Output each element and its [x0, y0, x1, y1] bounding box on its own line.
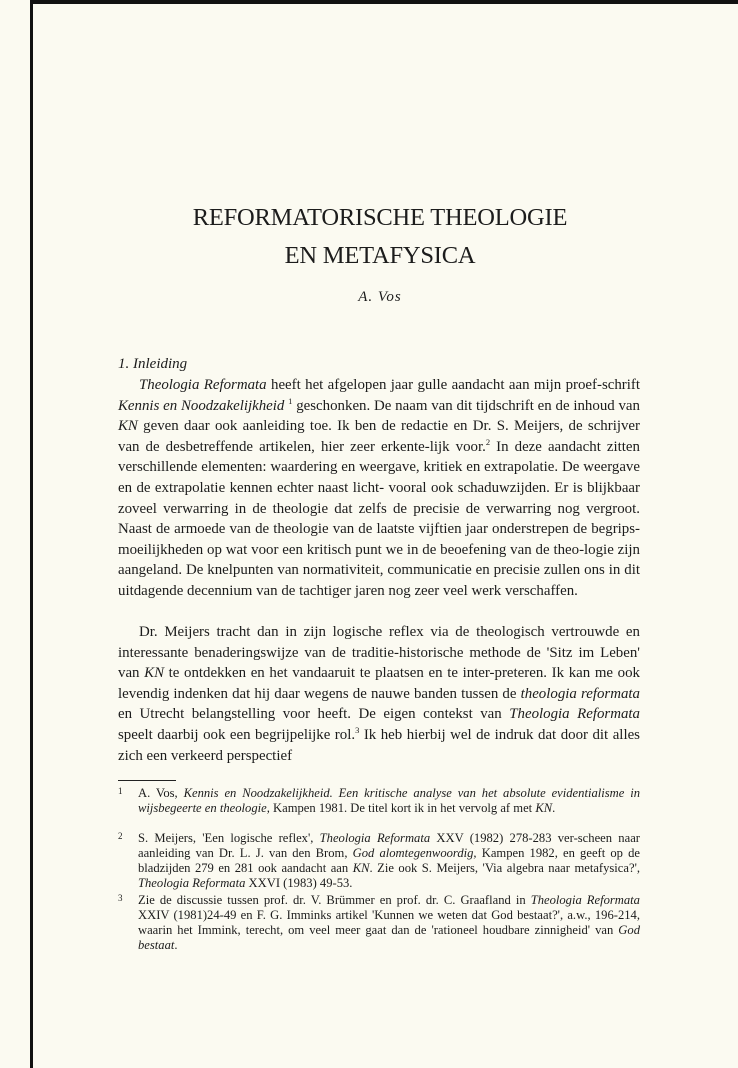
article-author: A. Vos	[358, 289, 402, 305]
abbrev-kn: KN	[535, 800, 553, 815]
section-heading: 1. Inleiding	[118, 356, 188, 372]
footnote-number: 1	[118, 786, 123, 796]
footnote-1	[118, 786, 640, 816]
article-title-line-2: EN METAFYSICA	[284, 242, 476, 269]
text-run: XXVI (1983) 49-53.	[245, 875, 353, 890]
text-run: Zie de discussie tussen prof. dr. V. Brümmer en prof. dr. C. Graafland in	[138, 893, 531, 907]
text-run: Kampen 1982, en geeft op de bladzijden 279 en 281 ook aandacht aan	[138, 845, 640, 875]
footnote-number: 2	[118, 831, 123, 841]
book-title: God alomtegenwoordig,	[352, 845, 477, 860]
footnote-ref-2[interactable]: 2	[485, 436, 491, 447]
text-run: .	[552, 800, 556, 815]
journal-name: Theologia Reformata	[530, 893, 640, 907]
text-run: speelt daarbij ook een begrijpelijke rol.	[118, 726, 356, 743]
scan-edge-top	[30, 0, 738, 4]
text-run: Ik heb hierbij wel de indruk dat door dit alles zich een verkeerd perspectief	[118, 726, 640, 764]
text-run: In deze aandacht zitten verschillende elementen: waardering en weergave, kritiek en extrapolatie. De weergave en de extrapolatie kennen echter naast licht- vooral ook schaduwzijden. Er is blijkbaar zoveel verwarring in de theologie dat zelfs de precisie de verwarring nog vergroot. Naast de armoede van de theologie van de laatste vijftien jaar onderstrepen de begrips-moeilijkheden op wat voor een kritisch punt we in de beoefening van de theo-logie zijn aangeland. De knelpunten van normativiteit, communicatie en precisie zullen ons in dit uitdagende decennium van de tachtiger jaren nog zeer veel werk verschaffen.	[118, 438, 640, 599]
footnote-ref-1[interactable]: 1	[288, 395, 293, 406]
italic-term: God bestaat	[138, 922, 640, 952]
body-paragraph-1	[118, 375, 640, 602]
book-title: Kennis en Noodzakelijkheid	[118, 397, 285, 414]
journal-name: Theologia Reformata	[138, 875, 246, 890]
scan-edge-left	[30, 0, 33, 1068]
text-run: Dr. Meijers tracht dan in zijn logische reflex via de theologisch vertrouwde en interessante benaderingswijze van de traditie-historische methode de 'Sitz im Leben' van	[118, 624, 640, 682]
text-run: A. Vos,	[138, 786, 184, 800]
italic-term: theologia reformata	[520, 685, 640, 702]
abbrev-kn: KN	[352, 860, 370, 875]
text-run: Kampen 1981. De titel kort ik in het vervolg af met	[269, 800, 536, 815]
journal-name: Theologia Reformata	[139, 377, 267, 393]
footnote-2	[118, 831, 640, 891]
text-run: heeft het afgelopen jaar gulle aandacht aan mijn proef-schrift	[266, 377, 640, 393]
abbrev-kn: KN	[144, 665, 165, 682]
body-paragraph-2	[118, 622, 640, 766]
footnote-separator	[118, 780, 176, 781]
journal-name: Theologia Reformata	[509, 706, 640, 723]
text-run: XXV (1982) 278-283 ver-scheen naar aanleiding van Dr. L. J. van den Brom,	[138, 831, 640, 860]
text-run: geschonken. De naam van dit tijdschrift en de inhoud van	[292, 397, 640, 414]
book-title: Kennis en Noodzakelijkheid. Een kritische analyse van het absolute evidentialisme in wijsbegeerte en theologie,	[138, 786, 640, 815]
journal-name: Theologia Reformata	[319, 831, 431, 845]
footnote-number: 3	[118, 893, 123, 903]
footnote-3	[118, 893, 640, 953]
text-run: S. Meijers, 'Een logische reflex',	[138, 831, 320, 845]
text-run: te ontdekken en het vandaaruit te plaatsen en te inter-preteren. Ik kan me ook levendig indenken dat hij daar wegens de nauwe banden tussen de	[118, 665, 640, 702]
article-title-line-1: REFORMATORISCHE THEOLOGIE	[192, 204, 568, 231]
abbrev-kn: KN	[118, 418, 138, 435]
text-run: XXIV (1981)24-49 en F. G. Imminks artikel 'Kunnen we weten dat God bestaat?', a.w., 196-214, waarin het Immink, terecht, om veel meer gaat dan de 'rationeel houdbare zinnigheid' van	[138, 907, 640, 937]
text-run: . Zie ook S. Meijers, 'Via algebra naar metafysica?',	[369, 860, 640, 875]
text-run: en Utrecht belangstelling voor heeft. De eigen contekst van	[118, 706, 510, 723]
footnote-ref-3[interactable]: 3	[355, 725, 360, 735]
text-run: .	[174, 937, 178, 952]
text-run: geven daar ook aanleiding toe. Ik ben de redactie en Dr. S. Meijers, de schrijver van de desbetreffende artikelen, hier zeer erkente-lijk voor.	[118, 418, 640, 455]
